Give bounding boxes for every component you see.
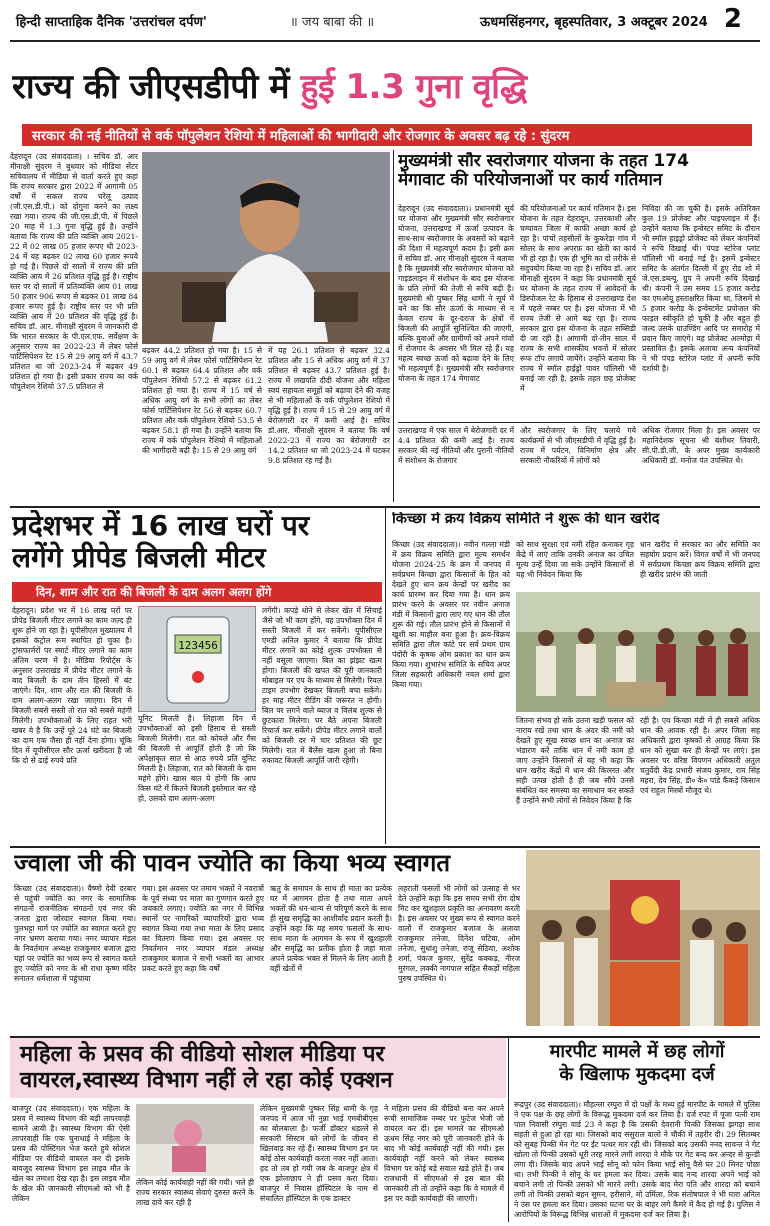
meters-headline-line2: लगेंगे प्रीपेड बिजली मीटर bbox=[12, 541, 266, 575]
solar-column-6: अधिक रोजगार मिला है। इस अवसर पर महानिदेशक सूचना श्री बंशीधर तिवारी, सी.पी.डी.जी. के अपर मुख्य कार्यकारी अधिकारी डॉ. मनोज पंत उपस्थित थे। bbox=[642, 426, 760, 466]
jyoti-column-3: ऋतु के समापन के साथ ही माता का प्रत्येक घर में आगमन होता है तथा माता अपने भक्तों की धन-धान्य से परिपूर्ण करने के साथ ही सुख समृद्धि का आशीर्वाद प्रदान करती है। उन्होंने कहा कि यह समय फसलों के साथ-साथ माता के आगमन के रूप में खुशहाली और समृद्धि का प्रतीक होता है जहां माता अपने प्रत्येक भक्त से मिलने के लिए आती है वहीं खेतों में bbox=[270, 884, 392, 974]
video-column-2: लेकिन कोई कार्यवाही नहीं की गयी। भले ही राज्य सरकार स्वास्थ्य सेवाएं दुरुस्त करने के लाख दावे कर रही है bbox=[136, 1178, 254, 1208]
lead-column-2: बढ़कर 44.2 प्रतिशत हो गया है। 15 से 59 आयु वर्ग में लेबर फोर्स पार्टिसिपेशन रेट 60.1 से बढ़कर 64.4 प्रतिशत और वर्क पॉपुलेशन रेशियो 57.2 से बढ़कर 61.2 प्रतिशत हो गया है। राज्य में 15 वर्ष से अधिक आयु वर्ग के सभी लोगों का लेबर फोर्स पार्टिसिपेशन रेट 56 से बढ़कर 60.7 प्रतिशत और वर्क पॉपुलेशन रेशियो 53.5 से बढ़कर 58.1 हो गया है। उन्होंने बताया कि राज्य में वर्क पॉपुलेशन रेशियो में महिलाओं की भागीदारी बढ़ी है। 15 से 29 आयु वर्ग bbox=[142, 346, 262, 456]
jyoti-column-4: लहराती फसलों भी लोगों को उत्साह से भर देते उन्होंने कहा कि इस समय सभी रोग दोष मिट कर खुशहाल प्रकृति का अनावरण करती है। इस अवसर पर मुख्य रूप से स्वागत करने वालों में राजकुमार बजाज के अलावा राजकुमार तनेजा, दिनेश घटिया, ओम तनेजा, सुधांशु तनेजा, राजू सेठिया, अशोक शर्मा, पंकज कुमार, सुरेंद्र कक्कड़, नीरज मुरंगल, लक्की नागपाल सहित सैकड़ों महिला पुरुष उपस्थित थे। bbox=[398, 884, 520, 984]
lead-strapline: सरकार की नई नीतियों से वर्क पॉपुलेशन रेशियो में महिलाओं की भागीदारी और रोजगार के अवसर बढ़ रहे : सुंदरम bbox=[22, 124, 752, 146]
jyoti-column-1: किच्छा (उद संवाददाता)। वैष्णो देवी दरबार से पहुंची ज्योति का नगर के सामाजिक संगठनों राजनीतिक संगठनों एवं नगर की जनता द्वारा जोरदार स्वागत किया गया। पुलभट्टा मार्ग पर ज्योति का स्वागत करते हुए नगर भ्रमण कराया गया। नगर व्यापार मंडल के निवर्तमान अध्यक्ष राजकुमार बजाज द्वारा यहां पर ज्योति का भव्य रूप से स्वागत करते हुए ज्योति को नगर के श्री राधा कृष्ण मंदिर सनातन धर्मशाला में पहुंचाया bbox=[14, 884, 136, 984]
masthead-slogan: ॥ जय बाबा की ॥ bbox=[290, 15, 375, 30]
lead-headline-part2: हुई 1.3 गुना वृद्धि bbox=[300, 67, 527, 107]
lead-column-3: में यह 26.1 प्रतिशत से बढ़कर 32.4 प्रतिशत और 15 से अधिक आयु वर्ग में 37 प्रतिशत से बढ़कर 43.7 प्रतिशत हुई है। राज्य में लखपति दीदी योजना और महिला स्वयं सहायता समूहों को बढ़ावा देने की वजह से भी महिलाओं के वर्क पॉपुलेशन रेशियो में वृद्धि हुई है। राज्य में 15 से 29 आयु वर्ग में बेरोजगारी दर में कमी आई है। सचिव डॉ.आर. मीनाक्षी सुंदरम ने बताया कि वर्ष 2022-23 में राज्य का बेरोजगारी दर 14.2 प्रतिशत था जो 2023-24 में घटकर 9.8 प्रतिशत रह गई है। bbox=[268, 346, 390, 466]
dateline: ऊधमसिंहनगर, बृहस्पतिवार, 3 अक्टूबर 2024 bbox=[480, 15, 708, 30]
paddy-column-3: धान खरीद में सरकार का और समिति का सहयोग प्रदान करें। विगत वर्षों में भी जनपद में सर्वप्रथम किच्छा क्रय विक्रय समिति द्वारा ही खरीद प्रारंभ की जाती bbox=[640, 540, 760, 580]
solar-column-5: और स्वरोजगार के लिए चलाये गये कार्यक्रमों से भी जीएसडीपी में वृद्धि हुई है। राज्य में पर्यटन, विनिर्माण क्षेत्र और सरकारी नौकरियों में लोगों को bbox=[520, 426, 636, 466]
video-headline-line2: वायरल,स्वास्थ्य विभाग नहीं ले रहा कोई एक्शन bbox=[20, 1068, 393, 1094]
meters-column-3: लगेंगी। कपड़े धोने से लेकर खेत में सिंचाई जैसे जो भी काम होंगे, वह उपभोक्ता दिन में सस्ती बिजली में कर सकेंगे। यूपीसीएल एमडी अनिल कुमार ने बताया कि प्रीपेड मीटर लगाने का कोई शुल्क उपभोक्ता से नहीं वसूला जाएगा। बिल का झंझट खत्म होगा। बिजली की खपत की पूरी जानकारी मोबाइल पर एप के माध्यम से मिलेगी। रियल टाइम उपभोग देखकर बिजली बचा सकेंगे। हर माह मीटर रीडिंग की जरूरत न होगी। बिल पर लगने वाले ब्याज व विलंब शुल्क से छुटकारा मिलेगा। घर बैठे अपना बिजली रिचार्ज कर सकेंगे। प्रीपेड मीटर लगाने वालों को बिजली दर में चार प्रतिशत की छूट मिलेगी। रात में बैलेंस खत्म हुआ तो बिना रुकावट बिजली आपूर्ति जारी रहेगी। bbox=[262, 606, 382, 766]
lead-column-1: देहरादून (उद संवाददाता) । सचिव डॉ. आर मीनाक्षी सुंदरम ने बुधवार को मीडिया सेंटर सचिवालय में मीडिया से वार्ता करते हुए कहा कि राज्य सरकार द्वारा 2022 में आगामी 05 वर्षों में सकल राज्य घरेलू उत्पाद (जी.एस.डी.पी.) को दोगुना करने का लक्ष्य रखा गया। राज्य की जी.एस.डी.पी. में पिछले 20 माह में 1.3 गुना वृद्धि हुई है। उन्होंने बताया कि राज्य की प्रति व्यक्ति आय 2021-22 में 02 लाख 05 हजार रूपए थी 2023-24 में यह बढ़कर 02 लाख 60 हजार रूपये हो गई है। पिछले दो सालों में राज्य की प्रति व्यक्ति आय में 26 प्रतिशत वृद्धि हुई है। राष्ट्रीय स्तर पर दो सालों में प्रतिव्यक्ति आय 01 लाख 50 हजार 906 रूपए से बढ़कर 01 लाख 84 हजार रूपए हुई है। राष्ट्रीय स्तर पर भी प्रति व्यक्ति आय में 20 प्रतिशत की वृद्धि हुई है। सचिव डॉ. आर. मीनाक्षी सुंदरम ने जानकारी दी कि भारत सरकार के पी.एल.एफ. सर्वेक्षण के अनुसार राज्य का 2022-23 में लेबर फोर्स पार्टिसिपेशन रेट 15 से 29 आयु वर्ग में 43.7 प्रतिशत था जो 2023-24 में बढ़कर 49 प्रतिशत हो गया है। इसी प्रकार राज्य का वर्क पॉपुलेशन रेशियो 37.5 प्रतिशत से bbox=[10, 152, 138, 392]
lead-headline bbox=[12, 62, 758, 118]
video-column-4: ने महिला प्रसव की वीडियो बना कर अपने रूची सामाजिक नम्बर पर फुटेज भेजी जो वायरल कर दी। इस मामले का सीएमओ ऊधम सिंह नगर को पूरी जानकारी होने के बाद भी कोई कार्यवाही नहीं की गयी। इस कार्यवाही नहीं करने को लेकर स्वास्थ्य विभाग पर कोई बड़े सवाल खड़े होते हैं। जब राजधानी में सीएमओ से इस बात की जानकारी ली तो उन्होंने कहा कि वे मामले में इस पर कड़ी कार्यवाही की जाएगी। bbox=[384, 1104, 504, 1204]
grain-market-photo bbox=[516, 592, 760, 712]
paddy-headline: किच्छा में क्रय विक्रय समिति ने शुरू की धान खरीद bbox=[392, 512, 660, 527]
meters-strapline: दिन, शाम और रात की बिजली के दाम अलग अलग होंगे bbox=[12, 582, 382, 602]
paddy-column-5: रही है। एव किच्छा मंडी में ही सबसे अधिक धान की आवक रही है। अपर जिला सह अधिकारी द्वारा कृषकों से आग्रह किया कि धान को सुखा कर ही केन्द्रों पर लाएं। इस अवसर पर वरिष्ठ विपणन अधिकारी अतुल चतुर्वेदी केंद्र प्रभारी संजय कुमार, राम सिंह महरा, देव सिंह, डी० के० पांडे कैंकड़े किसान एवं राहुल मिस्त्रों मौजूद थे। bbox=[640, 716, 760, 796]
video-headline-line1: महिला के प्रसव की वीडियो सोशल मीडिया पर bbox=[20, 1042, 385, 1067]
masthead bbox=[10, 6, 760, 42]
procession-photo bbox=[526, 850, 760, 1026]
solar-column-1: देहरादून (उद संवाददाता)। प्रधानमंत्री सूर्य घर योजना और मुख्यमंत्री सौर स्वरोजगार योजना, उत्तराखण्ड में ऊर्जा उत्पादन के साथ-साथ स्वरोजगार के अवसरों को बढ़ाने की दिशा में महत्वपूर्ण कदम है। इसी क्रम में सचिव डॉ. आर मीनाक्षी सुंदरम ने बताया है कि मुख्यमंत्री सौर स्वरोजगार योजना को गाइडलाइन में संशोधन के बाद इस योजना के प्रति लोगों की तेजी से रूचि बढ़ी है। मुख्यमंत्री श्री पुष्कर सिंह धामी ने सूर्य में बने का कि सौर ऊर्जा के माध्यम से न केवल राज्य के दूर-दराज के क्षेत्रों में बिजली की आपूर्ति सुनिश्चित की जाएगी, बल्कि युवाओं और ग्रामीणों को अपने गांवों में रोजगार के अवसर भी मिल रहे हैं। यह महत्व स्वच्छ ऊर्जा को बढ़ावा देने के लिए भी महत्वपूर्ण है। मुख्यमंत्री सौर स्वरोजगार योजना के तहत 174 मेगावाट bbox=[398, 204, 514, 384]
assault-headline-line2: के खिलाफ मुकदमा दर्ज bbox=[559, 1064, 715, 1086]
meters-column-2: यूनिट मिलती है। लिहाजा दिन में उपभोक्ताओं को इसी हिसाब से सस्ती बिजली मिलेगी। रात को कोयले और गैस की बिजली से आपूर्ति होती है जो कि अपेक्षाकृत सात से आठ रुपये प्रति यूनिट मिलती है। लिहाजा, रात को बिजली के दाम महंगे होंगे। खास बात ये होगी कि आप किस घंटे में कितने बिजली इस्तेमाल कर रहे हो, उसको दाम अलग-अलग bbox=[138, 714, 256, 804]
video-headline-box bbox=[10, 1038, 506, 1098]
jyoti-headline: ज्वाला जी की पावन ज्योति का किया भव्य स्वागत bbox=[14, 850, 451, 877]
hospital-bed-photo bbox=[136, 1104, 254, 1176]
jyoti-column-2: गया। इस अवसर पर तमाम भक्तों ने नवरात्रों के पूर्व संध्या पर माता का गुणगान करते हुए जयकारे लगाए। ज्योति का नगर में विभिन्न स्थानों पर नागरिकों व्यापारियों द्वारा भव्य स्वागत किया गया तथा माता के लिए प्रसाद का वितरण किया गया। इस अवसर पर निवर्तमान नगर व्यापार मंडल अध्यक्ष राजकुमार बजाज ने सभी भक्तों का आभार प्रकट करते हुए कहा कि वर्षों bbox=[142, 884, 264, 974]
official-portrait-image bbox=[142, 152, 390, 344]
assault-body: रूद्रपुर (उद संवाददाता)। मौहल्ला रम्पुरा में दो पक्षों के मध्य हुई मारपीट के मामले में पुलिस ने एक पक्ष के छह लोगों के विरूद्ध मुकदमा दर्ज कर लिया है। दर्ज रपट में पूजा पत्नी राम पाल निवासी रम्पुरा वार्ड 23 ने कहा है कि उसकी देवरानी पिन्की जिसका झगड़ा साथ सहती से हुआ हो रहा था। जिसको बाद ससुराल वालो ने चौकी में तहरीर दी। 29 सितम्बर को सुबह पिन्की मेन गेट पर ईंट पत्थर मार रही थी। जिसको बाद उसकी ननद सावन्त ने गेट खोला तो पिन्की उसको धूरी तरह मारने लगी शारदा ने मौके पर गेट बन्द कर अन्दर से कुन्डी लगा दी। जिसके बाद अपने भाई सोनू को फोन किया भाई सोनू वैसे घर 20 मिनट पोछा था। तभी पिन्की ने सोनू के घर हमला कर दिया। उसके बाद नन्द शारदा अपने भाई को बचाने लगी तो पिन्की उसको भी मारने लगी। उसके बाद मेरा पति और शारदा को बचाने लगी तो पिन्की उसको बहन सुमन, हरीसाने, मो उर्मिला, रिक संतोषपाल ने भी मारा अनिल ने उस पर हमला कर दिया। उसका घटना घर के बाहर लगे कैमरे में कैद हो गई है। पुलिस ने आरोपियों के विरूद्ध विभिन्न धाराओं में मुकदमा दर्ज कर लिया है। bbox=[514, 1100, 760, 1220]
meter-display: 123456 bbox=[178, 639, 218, 652]
solar-headline bbox=[398, 152, 762, 196]
video-photo bbox=[136, 1104, 254, 1176]
solar-headline-line2: मेगावाट की परियोजनाओं पर कार्य गतिमान bbox=[398, 169, 663, 190]
meters-headline-line1: प्रदेशभर में 16 लाख घरों पर bbox=[12, 510, 310, 542]
page-number: 2 bbox=[723, 6, 742, 34]
jyoti-photo bbox=[526, 850, 760, 1026]
meters-column-2-wrap bbox=[138, 606, 256, 842]
assault-headline bbox=[514, 1040, 760, 1096]
solar-column-3: निविदा की जा चुकी है। इसके अतिरिक्त कुल 19 प्रोजेक्ट और पाइपलाइन में हैं। उन्होंने बताया कि इन्वेस्टर समिट के दौरान भी स्मॉल हाइड्रो प्रोजेक्ट को लेकर कंपनियों ने रूचि दिखाई थी। पंपड स्टोरेज प्लांट पॉलिसी भी बनाई गई है। इसमें इन्वेस्टर समिट के अंतर्गत दिल्ली में हुए रोड शो में जे.एस.डब्ल्यू. ग्रुप ने अपनी रूचि दिखाई थी। कंपनी ने उस समय 15 हजार करोड़ का एमओयू हस्ताक्षरित किया था, जिसमें से 5 हजार करोड़ के इन्वेस्टमेंट प्रपोजल की फाइल स्वीकृति हो चुकी है और बहुत ही जल्द उसके ग्राउण्डिंग आदि पर समारोह में प्रदान किए जाएंगे। यह प्रोजेक्ट अल्मोड़ा में प्रस्तावित है। इसके अलावा अन्य कंपनियों ने भी पंपड स्टोरेज प्लांट में अपनी रूचि दर्शायी है। bbox=[642, 204, 760, 374]
solar-column-4: उत्तराखण्ड में एक साल में बेरोजगारी दर में 4.4 प्रतिशत की कमी आई है। राज्य सरकार की नई नीतियों और पुरानी नीतियों में संशोधन के रोजगार bbox=[398, 426, 514, 466]
solar-column-2: की परियोजनाओं पर कार्य गतिमान है। इस योजना के तहत देहरादून, उत्तरकाशी और चम्पावत जिला में काफी अच्छा कार्य हो रहा है। पांचों तहसीलों के कुकरेड़ा गांव में सोलर के साथ अपरफ़ का खेती का कार्य भी हो रहा है। एक ही भूमि का दो तरीके से सदुपयोग किया जा रहा है। सचिव डॉ. आर मीनाक्षी सुंदरम ने कहा कि प्रधानमंत्री सूर्य घर योजना के तहत राज्य में आवेदनों के डिस्पोजल रेट के हिसाब से उत्तराखण्ड देश में पहले नम्बर पर है। इस योजना में भी राज्य तेजी से आगे बढ़ रहा है। राज्य सरकार द्वारा इस योजना के तहत सब्सिडी दी जा रही है। आगामी दो-तीन साल में राज्य के सभी शासकीय भवनों में सोलर रूफ टॉप लगाये जायेंगे। उन्होंने बताया कि राज्य में स्मॉल हाईड्रो पावर पॉलिसी भी बनाई जा रही है, इसके तहत छह प्रोजेक्ट में bbox=[520, 204, 636, 394]
paddy-column-4: जितना संभव हो सके उतना खड़ी फसल को नाराय रखें तथा धान के अंदर की नमी को देखते हुए सूख स्वच्छ धान का अनाज का भंडारण करें ताकि धान में नमी काम हो जाए उन्होंने किसानों से यह भी कहा कि धान खरीद केंद्रों में धान की किल्लत और सही उत्पन्न होती है ही जब सौंपे उनसे संबंधित कर समस्या का समाधान कर सकते हैं उन्होंने सभी लोगों से निवेदन किया है कि bbox=[516, 716, 634, 806]
solar-headline-line1: मुख्यमंत्री सौर स्वरोजगार योजना के तहत 174 bbox=[398, 152, 689, 171]
lead-headline-part1: राज्य की जीएसडीपी में bbox=[12, 67, 290, 107]
video-column-3: लेकिन मुख्यमंत्री पुष्कर सिंह धामी के गृह जनपद में आज भी नुन्ना भाई एमबीबीएस का बोलबाला है। फर्जी डॉक्टर धड़ल्ले से सरकारी सिस्टम को लोगों के जीवन से खिलवाड़ कर रहे हैं। स्वास्थ्य विभाग इन पर कोई ठोस कार्यवाही करता नजर नहीं आता। हद तो तब हो गयी जब के बाजपुर क्षेत्र में एक झोलाछाप ने ही प्रसव करा दिया। बाजपुर में निवास हॉस्पिटल के नाम से संचालित हॉस्पिटल के एक डाक्टर bbox=[260, 1104, 378, 1204]
meters-headline bbox=[12, 510, 382, 582]
video-column-1: बाजपुर (उद संवाददाता)। एक महिला के प्रसव में स्वास्थ्य विभाग की बड़ी लापरवाही सामने आयी है। स्वास्थ्य विभाग की ऐसी लापरवाही कि एक चुनाधाई ने महिला के प्रसव की पोस्टिंगल भेज करते हुये सोशल मीडिया पर वीडियो वायरल कर दी इसके बावजूद स्वास्थ्य विभाग इस लाइव मौत के खेल का तमाशा देख रहा है। इस लाइव मौत के खेल की जानकारी सीएमओ को भी है लेकिन bbox=[12, 1104, 130, 1204]
meters-column-1: देहरादून। प्रदेश भर में 16 लाख घरों पर प्रीपेड बिजली मीटर लगाने का काम जल्द ही शुरू होने जा रहा है। यूपीसीएल मुख्यालय में इसको कंट्रोल रूम स्थापित हो चुका है। ट्रांसफार्मरों पर स्मार्ट मीटर लगाने का काम अंतिम चरण में है। मीडिया रिपोर्ट्स के अनुसार उत्तराखंड में प्रीपेड मीटर लगाने के बाद बिजली के दाम तीन हिस्सों में बंट जाएंगे। दिन, शाम और रात की बिजली के दाम अलग-अलग रखा जाएगा। दिन में बिजली सबसे सस्ती तो रात को सबसे महंगी मिलेगी। उपभोक्ताओं के लिए राहत भरी खबर ये है कि उन्हें पूरे 24 घंटे का बिजली का दाम एक जैसा ही नहीं देना होगा। चूंकि दिन में यूपीसीएल सौर ऊर्जा खरीदता है जो कि दो से ढाई रुपये प्रति bbox=[12, 606, 132, 766]
paddy-column-2: को साथ सुरक्षा एवं नमी रहित कनाकर गृह केंद्रे में लाएं ताकि उनकी अनाज का उचित मूल्य उन्हें दिया जा सके उन्होंने किसानों से यह भी निवेदन किया कि bbox=[516, 540, 634, 580]
paddy-column-1: किच्छा (उद संवाददाता)। नवीन गल्ला मंडी में क्रय विक्रय समिति द्वारा मूल्य समर्थन योजना 2024-25 के क्रम में जनपद में सर्वप्रथम किच्छा द्वारा किसानों के हित को देखते हुए धान क्रय केन्द्रों पर खरीद का कार्य प्रारम्भ कर दिया गया है। धान क्रय प्रारंभ करने के अवसर पर नवीन अनाज मंडी में किसानों द्वारा लाए गए धान की तौल शुरू की गई। तौल प्रारंभ होने से किसानों में खुशी का माहौल बना हुआ है। क्रय-विक्रय समिति द्वारा तौल कांटे पर सर्व प्रथम ग्राम पंदोरी के कृषक ओम प्रकाश का धान क्रय किया गया। शुभारंभ समिति के सचिव अपर जिला सहकारी अधिकारी नवल शर्मा द्वारा किया गया। bbox=[392, 540, 510, 690]
paddy-photo bbox=[516, 592, 760, 712]
paper-name: हिन्दी साप्ताहिक दैनिक 'उत्तरांचल दर्पण' bbox=[16, 15, 207, 30]
lead-photo bbox=[142, 152, 390, 344]
assault-headline-line1: मारपीट मामले में छह लोगों bbox=[549, 1041, 725, 1062]
